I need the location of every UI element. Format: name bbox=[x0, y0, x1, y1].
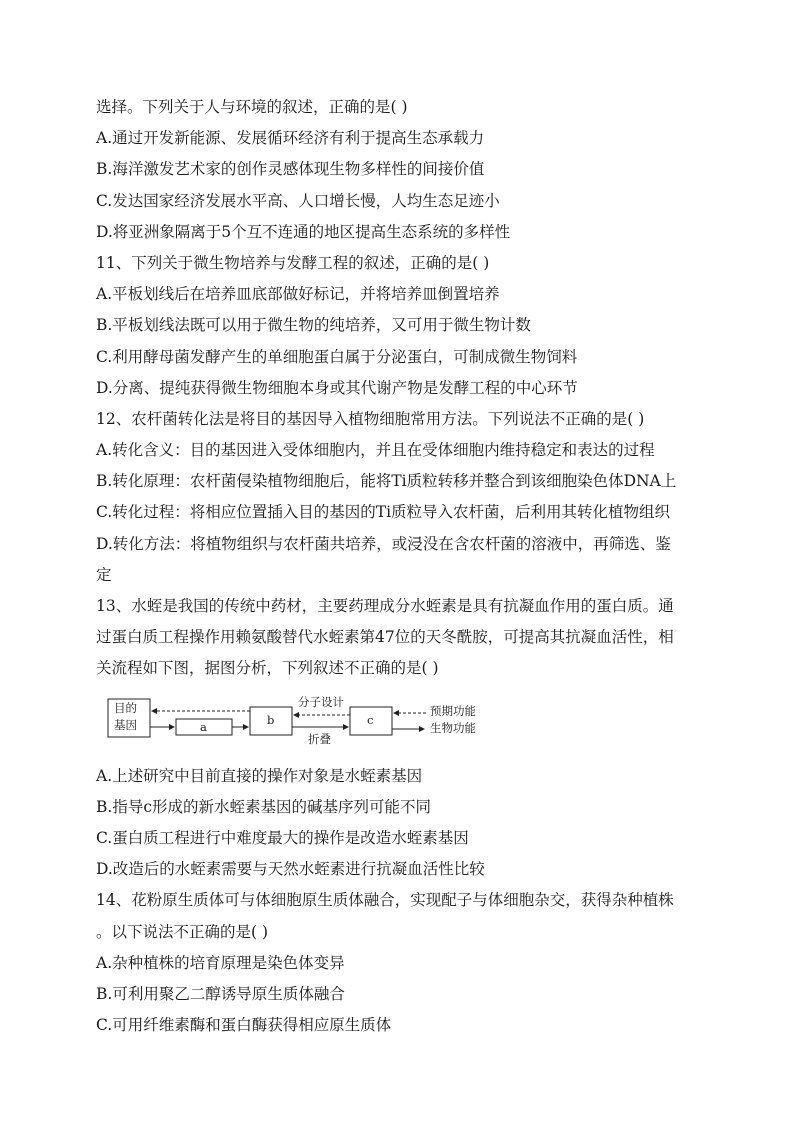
q11-option-b: B.平板划线法既可以用于微生物的纯培养，又可用于微生物计数 bbox=[96, 316, 531, 335]
q10-option-c: C.发达国家经济发展水平高、人口增长慢，人均生态足迹小 bbox=[96, 191, 500, 210]
q10-option-b: B.海洋激发艺术家的创作灵感体现生物多样性的间接价值 bbox=[96, 160, 485, 179]
biological-function-label: 生物功能 bbox=[430, 720, 476, 735]
question-10-stem: 选择。下列关于人与环境的叙述，正确的是( ) bbox=[96, 98, 408, 116]
question-12-stem: 12、农杆菌转化法是将目的基因导入植物细胞常用方法。下列说法不正确的是( ) bbox=[96, 409, 645, 428]
question-13-stem-line-3: 关流程如下图，据图分析，下列叙述不正确的是( ) bbox=[96, 659, 439, 678]
box-c-label: c bbox=[367, 712, 374, 727]
question-13-stem-line-2: 过蛋白质工程操作用赖氨酸替代水蛭素第47位的天冬酰胺，可提高其抗凝血活性，相 bbox=[96, 628, 674, 647]
q14-option-b: B.可利用聚乙二醇诱导原生质体融合 bbox=[96, 984, 345, 1003]
expected-function-label: 预期功能 bbox=[430, 703, 476, 718]
q12-option-d: D.转化方法：将植物组织与农杆菌共培养，或浸没在含农杆菌的溶液中，再筛选、鉴 bbox=[96, 534, 671, 553]
q11-option-a: A.平板划线后在培养皿底部做好标记，并将培养皿倒置培养 bbox=[96, 285, 500, 304]
gene-label-line-1: 目的 bbox=[114, 700, 137, 715]
q10-option-a: A.通过开发新能源、发展循环经济有利于提高生态承载力 bbox=[96, 129, 485, 148]
question-11-stem: 11、下列关于微生物培养与发酵工程的叙述，正确的是( ) bbox=[96, 253, 490, 272]
question-14-stem-line-1: 14、花粉原生质体可与体细胞原生质体融合，实现配子与体细胞杂交，获得杂种植株 bbox=[96, 891, 674, 910]
q10-option-d: D.将亚洲象隔离于5个互不连通的地区提高生态系统的多样性 bbox=[96, 222, 511, 241]
q13-option-c: C.蛋白质工程进行中难度最大的操作是改造水蛭素基因 bbox=[96, 828, 469, 847]
protein-engineering-flow-diagram bbox=[100, 693, 500, 751]
q12-option-a: A.转化含义：目的基因进入受体细胞内，并且在受体细胞内维持稳定和表达的过程 bbox=[96, 441, 655, 460]
q13-option-a: A.上述研究中目前直接的操作对象是水蛭素基因 bbox=[96, 766, 423, 785]
q13-option-d: D.改造后的水蛭素需要与天然水蛭素进行抗凝血活性比较 bbox=[96, 860, 485, 879]
q13-option-b: B.指导c形成的新水蛭素基因的碱基序列可能不同 bbox=[96, 797, 431, 816]
box-b-label: b bbox=[267, 712, 275, 727]
q12-option-c: C.转化过程：将相应位置插入目的基因的Ti质粒导入农杆菌，后利用其转化植物组织 bbox=[96, 503, 671, 522]
q12-option-d-continued: 定 bbox=[96, 565, 112, 584]
q11-option-c: C.利用酵母菌发酵产生的单细胞蛋白属于分泌蛋白，可制成微生物饲料 bbox=[96, 347, 578, 366]
molecular-design-label: 分子设计 bbox=[298, 694, 344, 709]
box-a-label: a bbox=[200, 719, 207, 734]
question-content bbox=[96, 92, 696, 1041]
question-14-stem-line-2: 。以下说法不正确的是( ) bbox=[96, 922, 269, 941]
q11-option-d: D.分离、提纯获得微生物细胞本身或其代谢产物是发酵工程的中心环节 bbox=[96, 378, 578, 397]
q12-option-b: B.转化原理：农杆菌侵染植物细胞后，能将Ti质粒转移并整合到该细胞染色体DNA上 bbox=[96, 472, 677, 491]
gene-label-line-2: 基因 bbox=[114, 717, 137, 732]
folding-label: 折叠 bbox=[308, 731, 331, 746]
question-13-stem-line-1: 13、水蛭是我国的传统中药材，主要药理成分水蛭素是具有抗凝血作用的蛋白质。通 bbox=[96, 597, 674, 615]
q14-option-a: A.杂种植株的培育原理是染色体变异 bbox=[96, 953, 345, 972]
q14-option-c: C.可用纤维素酶和蛋白酶获得相应原生质体 bbox=[96, 1016, 392, 1035]
